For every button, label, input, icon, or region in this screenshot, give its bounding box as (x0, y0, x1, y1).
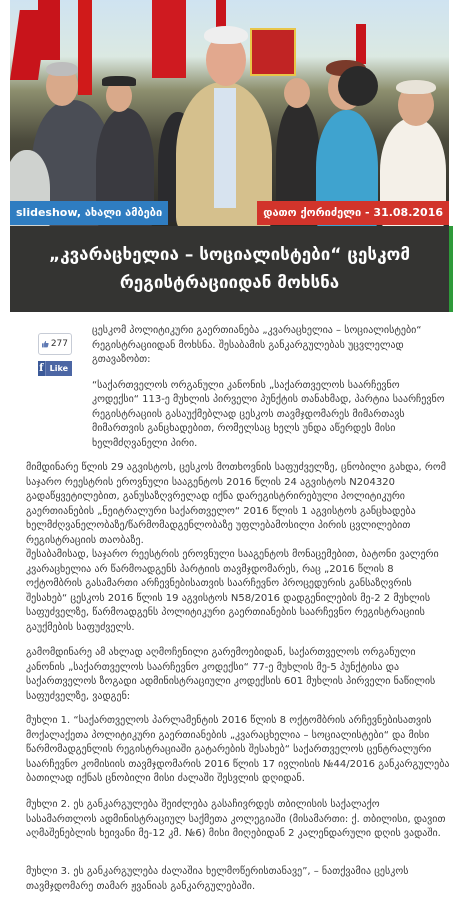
article-title: „კვარაცხელია – სოციალისტები“ ცესკომ რეგისტრაციიდან მოხსნა (48, 245, 411, 293)
red-flag (356, 24, 366, 64)
author-date-badge[interactable]: დათო ქორიძელი - 31.08.2016 (257, 201, 449, 225)
like-counter[interactable] (38, 333, 72, 355)
facebook-like-button[interactable] (38, 361, 72, 376)
crowd-hair (46, 62, 78, 76)
red-flag (78, 0, 92, 95)
article-paragraph: მუხლი 1. “საქართველოს პარლამენტის 2016 წლის 8 ოქტომბრის არჩევნებისათვის მოქალაქეთა პოლიტიკური გაერთიანების „კვარაცხელია – სოციალისტები“ და მისი წარმომადგენლის რეგისტრაციაში გატარების შესახებ“ საქართველოს ცენტრალური საარჩევნო კომისიის თავმჯდომარის 2016 წლის 17 ივლისის №44/2016 განკარგულება ბათილად იქნას ცნობილი მისი ძალაში შესვლის დღიდან. (26, 715, 450, 784)
accent-bar (449, 226, 453, 312)
central-man-hair (204, 26, 248, 44)
category-badge[interactable]: slideshow, ახალი ამბები (10, 201, 168, 225)
central-man-shirt (214, 88, 236, 208)
share-widget (38, 333, 72, 376)
article-paragraph: “საქართველოს ორგანული კანონის „საქართველოს საარჩევნო კოდექსი“ 113-ე მუხლის პირველი პუნქტის თანახმად, პარტია საარჩევნო რეგისტრაციის გასაუქმებლად ცესკოს თავმჯდომარეს მიმართავს მიმართვის განცხადებით, რომელსაც ხელს უნდა აწერდეს მისი ხელმძღვანელი პირი. (92, 379, 445, 449)
thumbs-up-icon (42, 339, 49, 349)
article-body (92, 322, 446, 462)
red-flag (38, 0, 60, 60)
article-paragraph: ცესკომ პოლიტიკური გაერთიანება „კვარაცხელია – სოციალისტები“ რეგისტრაციიდან მოხსნა. შესაბამის განკარგულებას უცვლელად გთავაზობთ: (92, 325, 422, 365)
crowd-head (284, 78, 310, 108)
portrait-poster (250, 28, 296, 76)
article-title-box (10, 226, 449, 312)
article-paragraph: მუხლი 3. ეს განკარგულება ძალაშია ხელმოწერისთანავე”, – ნათქვამია ცესკოს თავმჯდომარე თამარ ჟვანიას განკარგულებაში. (26, 866, 409, 892)
article-paragraph: შესაბამისად, საჯარო რეესტრის ეროვნული სააგენტოს მონაცემებით, ბატონი ვალერი კვარაცხელია არ წარმოადგენს პარტიის თავმჯდომარეს, რაც „2016 წლის 8 ოქტომბრის გასამართი არჩევნებისათვის საარჩევნო პროცედურის განსაზღვრის შესახებ“ ცესკოს 2016 წლის 19 აგვისტოს N58/2016 დადგენილების მე-2 2 მუხლის საფუძველზე, წარმოადგენს პოლიტიკური გაერთიანების საარჩევნო რეგისტრაციის გაუქმების საფუძველს. (26, 549, 439, 633)
crowd-hair (396, 80, 436, 94)
facebook-like-label: Like (45, 361, 72, 376)
article-paragraph: მუხლი 2. ეს განკარგულება შეიძლება გასაჩივრდეს თბილისის საქალაქო სასამართლოს ადმინისტრაციულ საქმეთა კოლეგიაში (მისამართი: ქ. თბილისი, დავით აღმაშენებლის ხეივანი მე-12 კმ. №6) მისი მიღებიდან 2 კალენდარული დღის ვადაში. (26, 799, 446, 839)
crowd-person (338, 66, 378, 106)
crowd-cap (102, 76, 136, 86)
like-count: 277 (50, 339, 68, 349)
article-paragraph: მიმდინარე წლის 29 აგვისტოს, ცესკოს მოთხოვნის საფუძველზე, ცნობილი გახდა, რომ საჯარო რეესტრის ეროვნული სააგენტოს 2016 წლის 24 აგვისტოს N204320 გადაწყვეტილებით, განუსაზღვრელად იქნა დარეგისტრირებული პოლიტიკური გაერთიანების „ნეიტრალური საქართველო“ 2016 წლის 1 აგვისტოს განცხადება ხელმძღვანელობაზე/წარმომადგენლობაზე უფლებამოსილი პირის ცვლილებით რეგისტრაციის თაობაზე. (26, 462, 446, 546)
hero-photo[interactable] (10, 0, 449, 226)
facebook-icon: f (39, 363, 44, 374)
article-paragraph: გამომდინარე ამ ახლად აღმოჩენილი გარემოებიდან, საქართველოს ორგანული კანონის „საქართველოს საარჩევნო კოდექსი“ 77-ე მუხლის მე-5 პუნქტისა და საქართველოს ზოგადი ადმინისტრაციული კოდექსის 601 მუხლის პირველი ნაწილის საფუძველზე, ვადგენ: (26, 647, 436, 702)
red-flag (152, 0, 186, 78)
